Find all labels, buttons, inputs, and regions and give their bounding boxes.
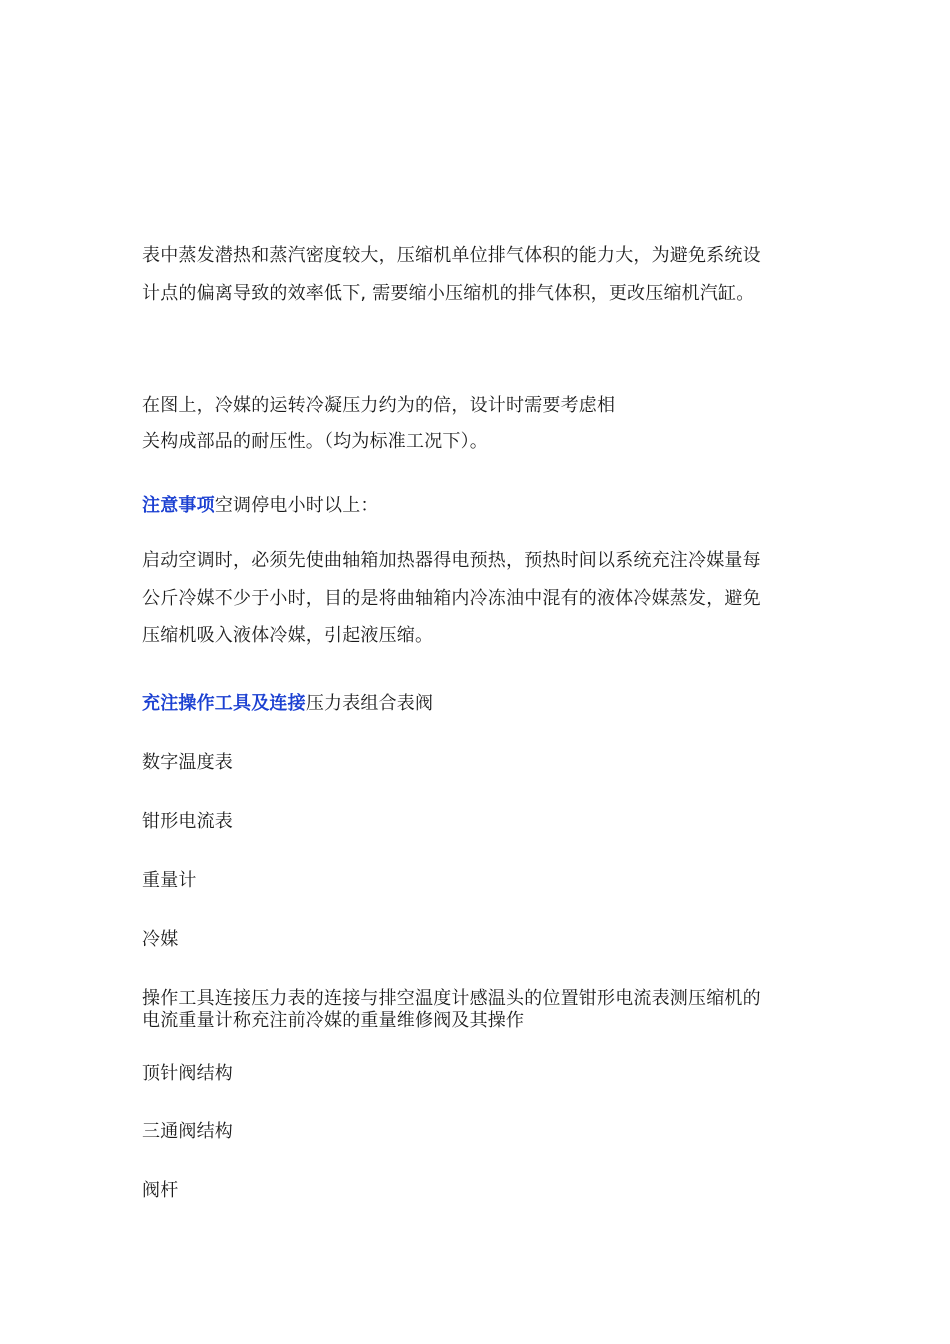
notice-heading: 注意事项 <box>142 495 215 516</box>
paragraph-line: 操作工具连接压力表的连接与排空温度计感温头的位置钳形电流表测压缩机的 <box>142 988 761 1009</box>
paragraph-line: 压缩机吸入液体冷媒，引起液压缩。 <box>142 625 434 646</box>
list-item: 数字温度表 <box>142 752 233 773</box>
paragraph-line: 启动空调时，必须先使曲轴箱加热器得电预热，预热时间以系统充注冷媒量每 <box>142 550 761 571</box>
notice-line <box>142 487 379 525</box>
notice-text: 空调停电小时以上： <box>214 495 379 516</box>
list-item: 顶针阀结构 <box>142 1063 233 1084</box>
tools-line <box>142 685 433 723</box>
list-item: 阀杆 <box>142 1180 179 1201</box>
list-item: 三通阀结构 <box>142 1121 233 1142</box>
paragraph-line: 在图上，冷媒的运转冷凝压力约为的倍，设计时需要考虑相 <box>142 395 616 416</box>
list-item: 重量计 <box>142 870 197 891</box>
paragraph-line: 关构成部品的耐压性。（均为标准工况下）。 <box>142 431 488 452</box>
tools-heading: 充注操作工具及连接 <box>142 693 306 714</box>
paragraph-line: 计点的偏离导致的效率低下, 需要缩小压缩机的排气体积，更改压缩机汽缸。 <box>142 283 755 304</box>
paragraph-line: 电流重量计称充注前冷媒的重量维修阀及其操作 <box>142 1010 525 1031</box>
tools-text: 压力表组合表阀 <box>305 693 434 714</box>
paragraph-line: 公斤冷媒不少于小时，目的是将曲轴箱内冷冻油中混有的液体冷媒蒸发，避免 <box>142 588 761 609</box>
list-item: 冷媒 <box>142 929 179 950</box>
list-item: 钳形电流表 <box>142 811 233 832</box>
paragraph-line: 表中蒸发潜热和蒸汽密度较大，压缩机单位排气体积的能力大，为避免系统设 <box>142 245 761 266</box>
